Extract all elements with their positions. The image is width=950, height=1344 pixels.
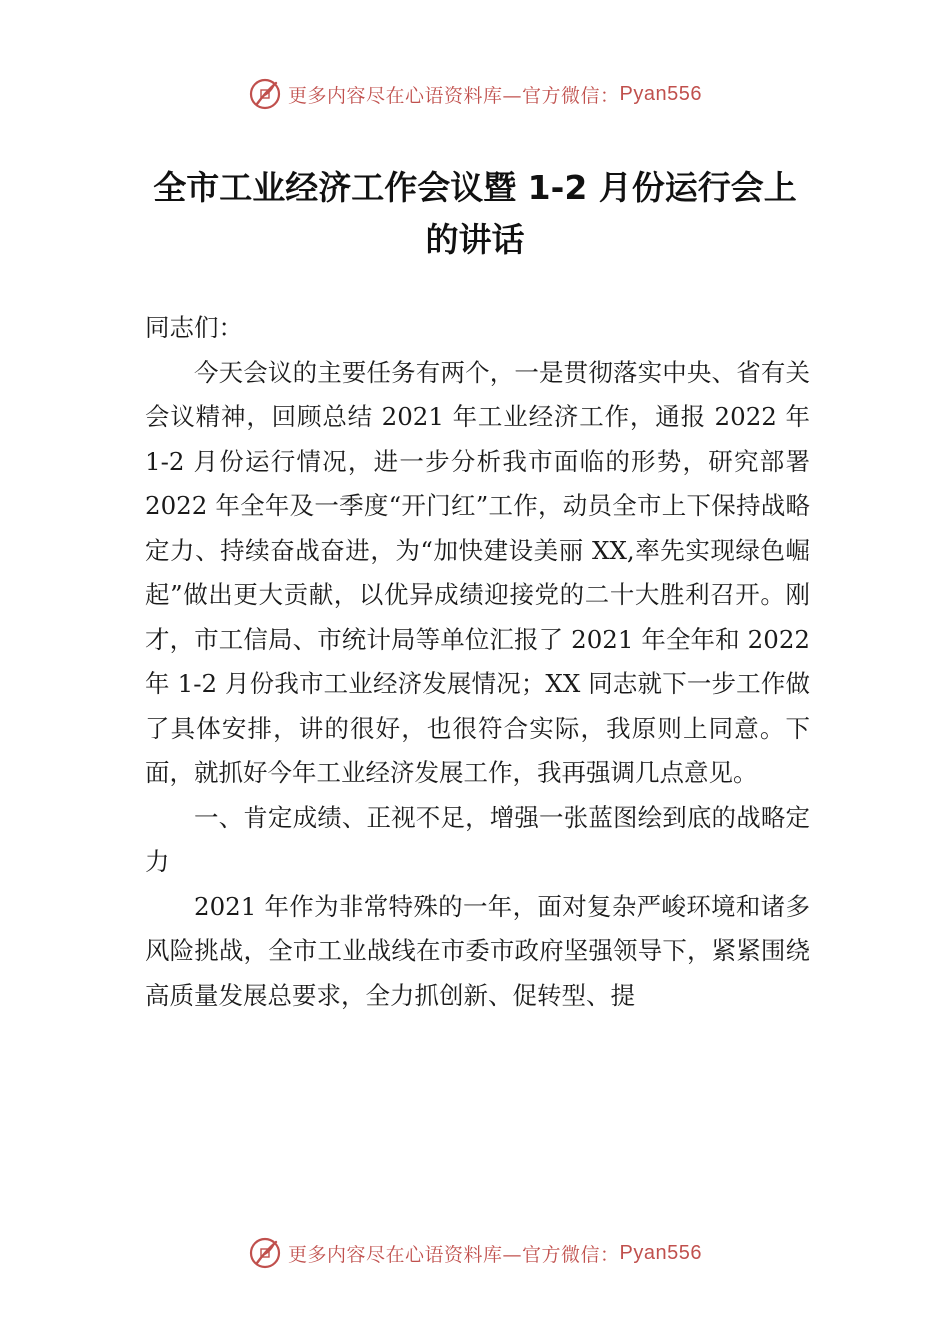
document-body xyxy=(145,306,810,1018)
paragraph-intro: 今天会议的主要任务有两个，一是贯彻落实中央、省有关会议精神，回顾总结 2021 年工业经济工作，通报 2022 年 1-2 月份运行情况，进一步分析我市面临的形势，研究部署 2022 年全年及一季度“开门红”工作，动员全市上下保持战略定力、持续奋战奋进，为“加快建设美丽 XX,率先实现绿色崛起”做出更大贡献，以优异成绩迎接党的二十大胜利召开。刚才，市工信局、市统计局等单位汇报了 2021 年全年和 2022 年 1-2 月份我市工业经济发展情况；XX 同志就下一步工作做了具体安排，讲的很好，也很符合实际，我原则上同意。下面，就抓好今年工业经济发展工作，我再强调几点意见。 xyxy=(145,357,810,787)
section-heading-1: 一、肯定成绩、正视不足，增强一张蓝图绘到底的战略定力 xyxy=(145,802,810,876)
document-title xyxy=(120,162,830,266)
header-watermark xyxy=(0,74,950,114)
watermark-handle: Pyan556 xyxy=(619,82,702,105)
title-line-2: 的讲话 xyxy=(425,220,525,259)
feather-seal-icon xyxy=(248,77,282,111)
watermark-handle: Pyan556 xyxy=(619,1241,702,1264)
feather-seal-icon xyxy=(248,1236,282,1270)
footer-watermark xyxy=(0,1233,950,1273)
watermark-text: 更多内容尽在心语资料库—官方微信： xyxy=(288,1243,620,1266)
watermark-text: 更多内容尽在心语资料库—官方微信： xyxy=(288,84,620,107)
greeting: 同志们： xyxy=(145,313,243,342)
paragraph-section-1: 2021 年作为非常特殊的一年，面对复杂严峻环境和诸多风险挑战，全市工业战线在市委市政府坚强领导下，紧紧围绕高质量发展总要求，全力抓创新、促转型、提 xyxy=(145,891,810,1010)
title-line-1: 全市工业经济工作会议暨 1-2 月份运行会上 xyxy=(153,168,797,207)
